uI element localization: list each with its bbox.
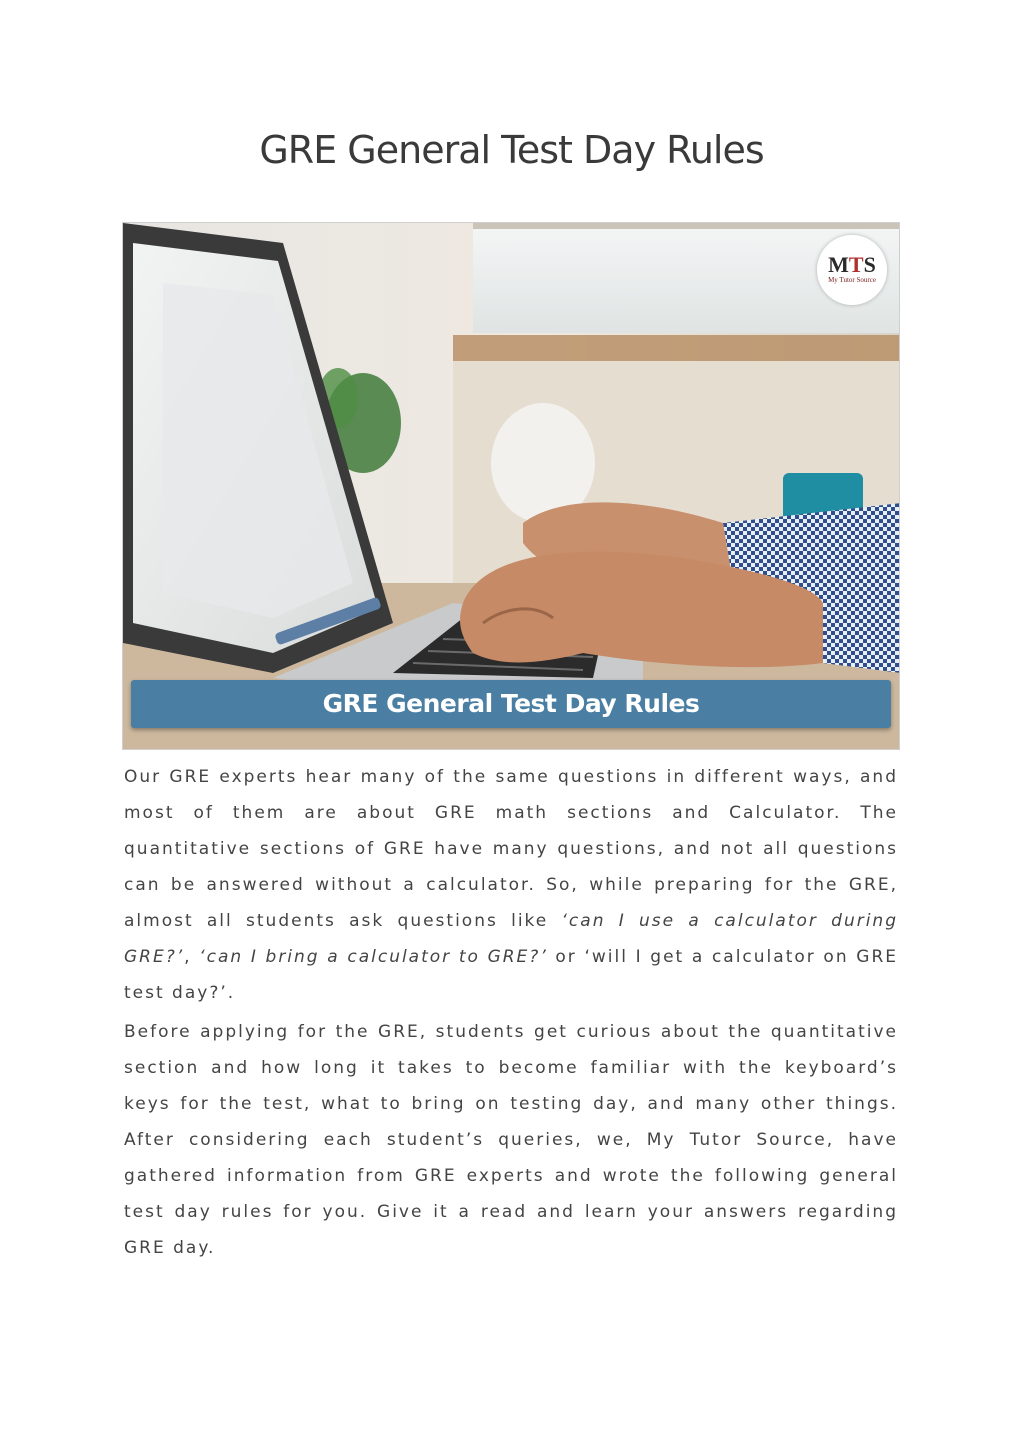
logo-mark: [817, 254, 887, 276]
logo-letter-m: M: [828, 252, 849, 277]
second-paragraph: Before applying for the GRE, students get curious about the quantitative section and how long it takes to become familiar with the keyboard’s keys for the test, what to bring on testing day, and many other things. After considering each student’s queries, we, My Tutor Source, have gathered information from GRE experts and wrote the following general test day rules for you. Give it a read and learn your answers regarding GRE day.: [124, 1022, 898, 1258]
hero-banner-title: GRE General Test Day Rules: [131, 680, 891, 728]
quote-separator: ,: [184, 947, 200, 967]
logo-letter-t: T: [848, 252, 864, 277]
intro-text-b: or ‘will I get a calculator on GRE test day?’.: [124, 947, 898, 1003]
hero-image: [122, 222, 900, 750]
mts-logo: [817, 235, 887, 305]
page-title: GRE General Test Day Rules: [259, 128, 764, 172]
logo-letter-s: S: [863, 252, 876, 277]
intro-paragraph: [124, 759, 898, 1011]
intro-text-a: Our GRE experts hear many of the same questions in different ways, and most of them are about GRE math sections and Calculator. The quantitative sections of GRE have many questions, and not all questions can be answered without a calculator. So, while preparing for the GRE, almost all students ask questions like: [124, 767, 898, 931]
quote-calculator-during: ‘can I use a calculator during GRE?’: [124, 911, 898, 967]
logo-subtitle: My Tutor Source: [828, 276, 876, 284]
quote-bring-calculator: ‘can I bring a calculator to GRE?’: [199, 947, 548, 967]
laptop-typing-illustration: [123, 223, 900, 750]
